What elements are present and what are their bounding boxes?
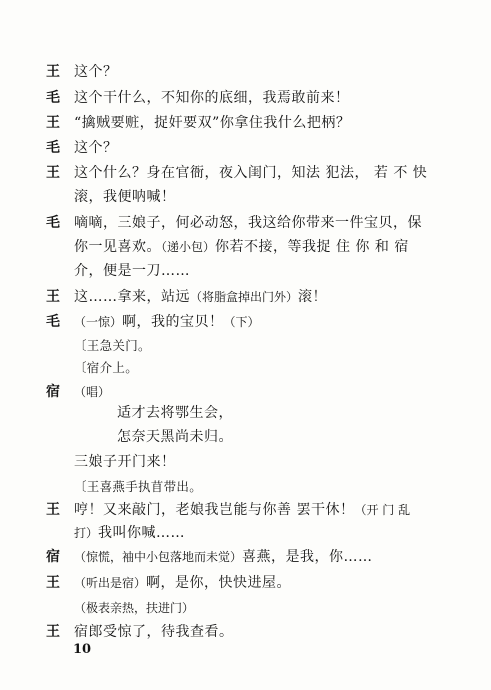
dialogue-text: [74, 523, 185, 543]
dialogue-fragment: 这个？: [74, 140, 118, 156]
dialogue-fragment: 啊，我的宝贝！: [122, 314, 224, 330]
speaker-label: 毛: [46, 314, 61, 330]
dialogue-text: [74, 113, 350, 133]
dialogue-text: [74, 187, 176, 207]
dialogue-fragment: 这个干什么，不知你的底细，我焉敢前来！: [74, 90, 350, 106]
dialogue-text: [74, 138, 118, 158]
speaker-label: 王: [46, 64, 61, 80]
dialogue-text: [74, 500, 410, 520]
dialogue-fragment: 这……拿来，站远: [74, 289, 190, 305]
dialogue-text: [74, 477, 202, 497]
speaker-label: 宿: [46, 384, 61, 400]
dialogue-fragment: 你若不接，等我捉 住 你 和 宿: [215, 239, 409, 255]
dialogue-text: [74, 547, 373, 567]
dialogue-text: [74, 358, 138, 378]
dialogue-fragment: 这个什么？身在官衙，夜入闺门，知法 犯法， 若 不 快: [74, 165, 428, 181]
dialogue-fragment: 我叫你喊……: [98, 525, 186, 541]
dialogue-fragment: 嘀嘀，三娘子，何必动怒，我这给你带来一件宝贝，保: [74, 215, 422, 231]
dialogue-fragment: 三娘子开门来！: [74, 454, 176, 470]
dialogue-text: [74, 336, 151, 356]
speaker-label: 王: [46, 289, 61, 305]
stage-direction: （惊慌，袖中小包落地而未觉）: [74, 550, 243, 564]
stage-direction: 〔宿介上。: [74, 360, 139, 375]
stage-direction: （递小包）: [161, 240, 216, 254]
stage-direction: 打）: [74, 526, 99, 540]
dialogue-fragment: 喜燕，是我，你……: [242, 549, 373, 565]
dialogue-fragment: 哼！又来敲门，老娘我岂能与你善 罢干休！: [74, 502, 355, 518]
stage-direction: （将脂盒掉出门外）: [190, 290, 299, 304]
speaker-label: 王: [46, 624, 61, 640]
speaker-label: 毛: [46, 215, 61, 231]
stage-direction: （极表亲热，扶进门）: [74, 601, 195, 615]
dialogue-text: [74, 573, 291, 593]
stage-direction: （唱）: [74, 385, 111, 399]
stage-direction: （下）: [223, 315, 260, 329]
dialogue-fragment: “擒贼要赃，捉奸要双”你拿住我什么把柄？: [74, 115, 351, 131]
stage-direction: （一惊）: [74, 315, 123, 329]
dialogue-fragment: 你一见喜欢。: [74, 239, 161, 255]
speaker-label: 王: [46, 502, 61, 518]
stage-direction: （开 门 乱: [354, 503, 411, 517]
dialogue-fragment: 啊，是你，快快进屋。: [146, 575, 292, 591]
speaker-label: 宿: [46, 549, 61, 565]
dialogue-fragment: 宿郎受惊了，待我查看。: [74, 624, 234, 640]
dialogue-text: [74, 213, 422, 233]
dialogue-text: [74, 312, 260, 332]
page-number: 10: [73, 642, 92, 657]
dialogue-text: [74, 237, 409, 257]
verse-line: 怎奈天黑尚未归。: [117, 429, 233, 445]
dialogue-fragment: 滚！: [298, 289, 328, 305]
dialogue-fragment: 这个？: [74, 64, 118, 80]
speaker-label: 王: [46, 165, 61, 181]
dialogue-fragment: 滚，我便呐喊！: [74, 189, 176, 205]
dialogue-text: [74, 598, 194, 618]
dialogue-text: [74, 622, 234, 642]
speaker-label: 毛: [46, 140, 61, 156]
dialogue-text: [74, 261, 190, 281]
dialogue-text: [74, 163, 427, 183]
stage-direction: （听出是宿）: [74, 576, 147, 590]
dialogue-text: [74, 452, 176, 472]
dialogue-fragment: 介，便是一刀……: [74, 263, 190, 279]
dialogue-text: [74, 287, 327, 307]
speaker-label: 王: [46, 575, 61, 591]
dialogue-text: [74, 88, 350, 108]
stage-direction: 〔王喜燕手执苜带出。: [74, 479, 203, 494]
speaker-label: 王: [46, 115, 61, 131]
speaker-label: 毛: [46, 90, 61, 106]
stage-direction: 〔王急关门。: [74, 338, 151, 353]
dialogue-text: [74, 382, 110, 402]
dialogue-text: [74, 62, 118, 82]
verse-line: 适才去将鄂生会，: [117, 405, 233, 421]
